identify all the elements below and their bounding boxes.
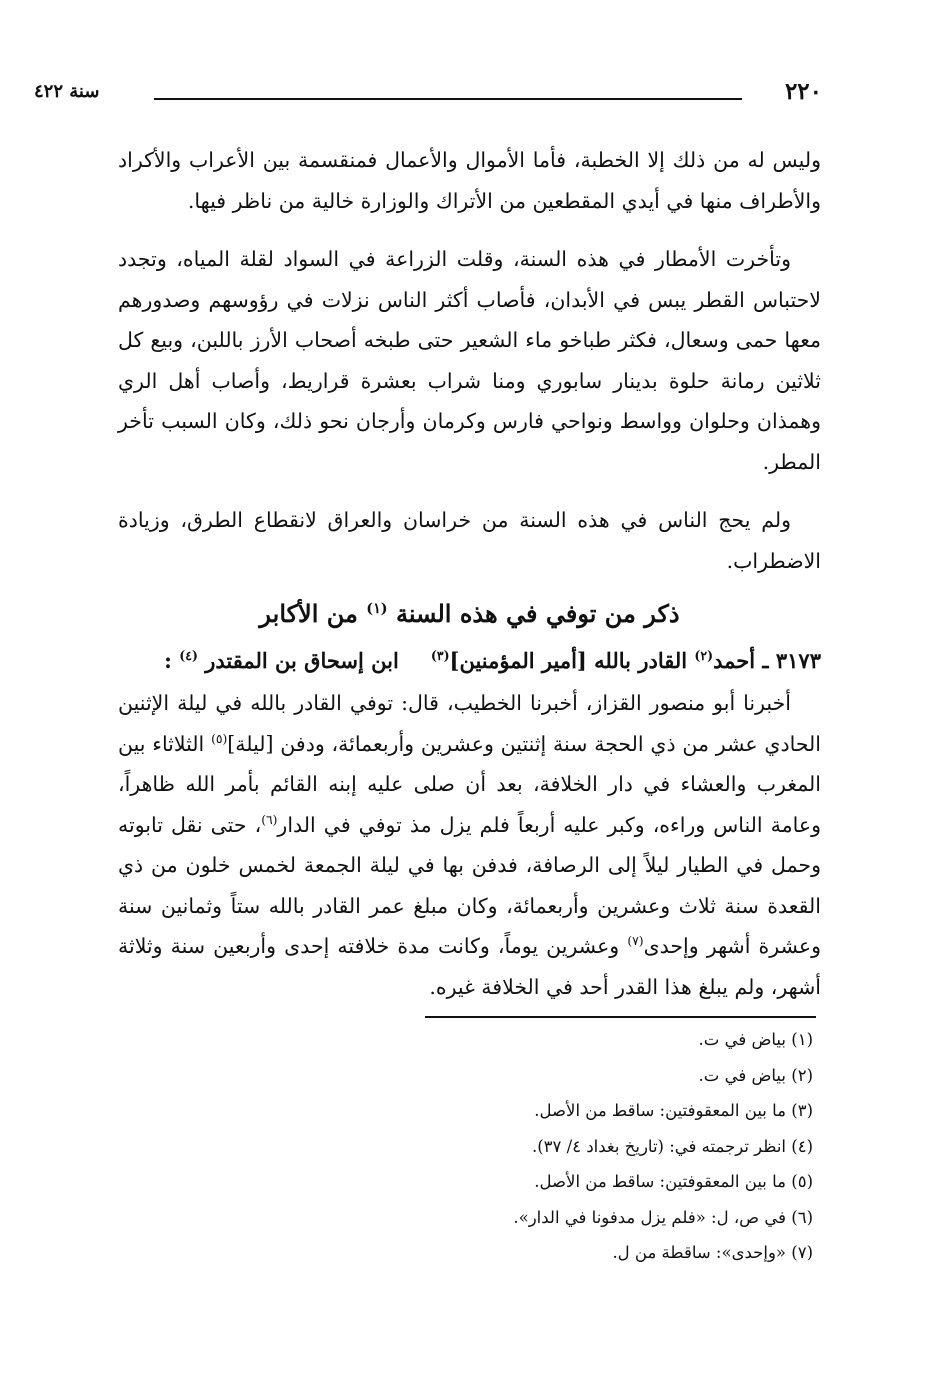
entry-number-name: ٣١٧٣ ـ أحمد: [713, 648, 821, 673]
footnote-ref-1: (١): [366, 600, 388, 617]
footnote-3: (٣) ما بين المعقوفتين: ساقط من الأصل.: [534, 1101, 813, 1120]
entry-lineage: ابن إسحاق بن المقتدر: [205, 648, 399, 673]
footnote-4: (٤) انظر ترجمته في: (تاريخ بغداد ٤/ ٣٧).: [531, 1136, 813, 1156]
footnote-2: (٢) بياض في ت.: [698, 1065, 813, 1085]
footnote-7: (٧) «وإحدى»: ساقطة من ل.: [612, 1243, 813, 1262]
section-title-text: ذكر من توفي في هذه السنة: [395, 599, 680, 628]
footnote-rule: [425, 1016, 816, 1018]
paragraph-1: وليس له من ذلك إلا الخطبة، فأما الأموال والأعمال فمنقسمة بين الأعراب والأكراد والأطراف منها في أيدي المقطعين من الأتراك والوزارة خالية من ناظر فيها.: [118, 148, 821, 213]
paragraph-4-b: الثلاثاء بين المغرب والعشاء في دار الخلافة، بعد أن صلى عليه إبنه القائم بأمر الله ظاهراً، وعامة الناس وراءه، وكبر عليه أربعاً فلم يزل مذ توفي في الدار: [118, 731, 821, 837]
page-header: [34, 78, 822, 114]
main-text: [118, 140, 821, 1025]
running-head: سنة ٤٢٢: [34, 81, 100, 102]
paragraph-4: [118, 683, 821, 1007]
paragraph-4-c: ، حتى نقل تابوته وحمل في الطيار ليلاً إلى الرصافة، فدفن بها في ليلة الجمعة لخمس خلون من ذي القعدة سنة ثلاث وعشرين وأربعمائة، وكان مبلغ عمر القادر بالله ستاً وثمانين سنة وعشرة أشهر وإحدى: [118, 812, 822, 958]
header-rule: [154, 98, 742, 100]
footnote-5: (٥) ما بين المعقوفتين: ساقط من الأصل.: [534, 1172, 813, 1191]
paragraph-2: وتأخرت الأمطار في هذه السنة، وقلت الزراعة في السواد لقلة المياه، وتجدد لاحتباس القطر يبس في الأبدان، فأصاب أكثر الناس نزلات في رؤوسهم وصدورهم معها حمى وسعال، فكثر طباخو ماء الشعير حتى طبخه أصحاب الأرز باللبن، وبيع كل ثلاثين رمانة حلوة بدينار سابوري ومنا شراب بعشرة قراريط، وأصاب أهل الري وهمذان وحلوان وواسط ونواحي فارس وكرمان وأرجان نحو ذلك، وكان السبب تأخر المطر.: [118, 247, 821, 474]
footnote-ref-4: (٤): [179, 648, 198, 663]
footnote-ref-6: (٦): [261, 812, 278, 827]
entry-title: القادر بالله [أمير المؤمنين]: [449, 648, 695, 673]
entry-end: :: [164, 648, 180, 673]
footnote-ref-7: (٧): [627, 934, 644, 949]
paragraph-4-d: وعشرين يوماً، وكانت مدة خلافته إحدى وأربعين سنة وثلاثة أشهر، ولم يبلغ هذا القدر أحد في الخلافة غيره.: [118, 934, 821, 999]
footnote-ref-5: (٥): [211, 731, 228, 746]
footnote-1: (١) بياض في ت.: [698, 1030, 813, 1049]
section-title-text-end: من الأكابر: [259, 599, 367, 628]
page-number: ٢٢٠: [784, 78, 822, 105]
footnote-ref-3: (٣): [430, 648, 450, 663]
footnote-6: (٦) في ص، ل: «فلم يزل مدفونا في الدار».: [513, 1207, 813, 1227]
paragraph-4-a: أخبرنا أبو منصور القزاز، أخبرنا الخطيب، قال: توفي القادر بالله في ليلة الإثنين الحادي عشر من ذي الحجة سنة إثنتين وعشرين وأربعمائة، ودفن [ليلة]: [118, 691, 821, 756]
footnote-ref-2: (٢): [694, 648, 714, 663]
paragraph-3: ولم يحج الناس في هذه السنة من خراسان والعراق لانقطاع الطرق، وزيادة الاضطراب.: [118, 508, 821, 573]
entry-heading: [118, 641, 821, 681]
section-title: [118, 593, 821, 635]
footnotes: [123, 1022, 813, 1271]
